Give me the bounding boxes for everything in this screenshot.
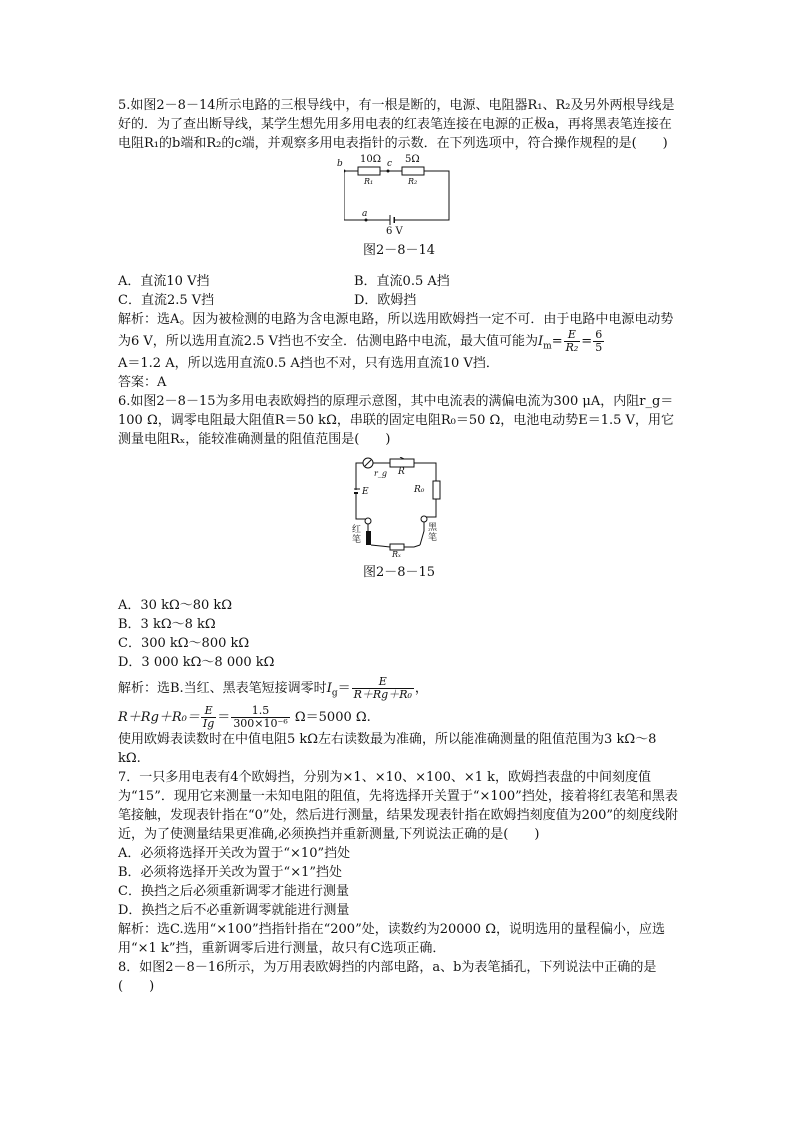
q5-answer: 答案：A [118,375,167,390]
label-r0: R₀ [414,485,425,495]
q6-result: Ω＝5000 Ω. [290,710,371,725]
q7-option-c: C．换挡之后必须重新调零才能进行测量 [118,884,349,899]
figure-caption-2-8-14: 图2－8－14 [362,243,436,258]
label-c: c [387,159,393,169]
q5-im: I [538,334,544,349]
q6-option-b: B．3 kΩ～8 kΩ [118,617,216,632]
q5-fraction-2 [593,329,604,354]
q6-fraction-1 [352,676,414,701]
q5-frac1-num: E [564,329,581,342]
q6-analysis-line-1 [118,676,680,701]
label-rg: r_g [374,469,387,478]
q7-option-d: D．换挡之后不必重新调零就能进行测量 [118,903,350,918]
q6-analysis-line-3: 使用欧姆表读数时在中值电阻5 kΩ左右读数最为准确，所以能准确测量的阻值范围为3 kΩ～8 kΩ. [118,732,657,766]
q6-eq-2: ＝ [217,710,231,725]
q6-frac3-num: 1.5 [231,705,289,718]
label-r2-value: 5Ω [405,154,420,165]
q5-analysis-text: 解析：选A。因为被检测的电路为含电源电路，所以选用欧姆挡一定不可．由于电路中电源电动势为6 V，所以选用直流2.5 V挡也不安全．估测电路中电流，最大值可能为 [118,312,674,349]
figure-caption-2-8-15: 图2－8－15 [362,565,436,580]
circuit-figure-2-8-15 [354,457,444,557]
q6-fraction-3 [231,705,289,730]
q6-sum-expr: R＋Rg＋R₀＝ [118,710,200,725]
label-black-probe: 黑 笔 [428,523,438,543]
label-battery: 6 V [386,226,403,237]
label-rx: Rₓ [392,550,401,559]
q6-analysis-intro: 解析：选B.当红、黑表笔短接调零时 [118,681,327,696]
q7-option-b: B．必须将选择开关改为置于“×1”挡处 [118,865,343,880]
q6-analysis-line-2 [118,705,680,730]
q5-option-a: A．直流10 V挡 [118,274,210,289]
q7-analysis: 解析：选C.选用“×100”挡指针指在“200”处，读数约为20000 Ω，说明选用的量程偏小，应选用“×1 k”挡，重新调零后进行测量，故只有C选项正确． [118,922,665,956]
q6-eq-1: ＝ [337,681,351,696]
q5-eq: = [551,334,563,349]
q6-frac1-num: E [352,676,414,689]
label-r: R [398,467,405,477]
q6-option-d: D．3 000 kΩ～8 000 kΩ [118,655,275,670]
q7-option-a: A．必须将选择开关改为置于“×10”挡处 [118,846,351,861]
q6-frac3-den: 300×10⁻⁶ [233,717,288,730]
circuit-figure-2-8-14 [337,154,454,239]
q5-analysis-2: A＝1.2 A，所以选用直流0.5 A挡也不对，只有选用直流10 V挡． [118,356,499,371]
q6-ig-symbol: I [326,681,332,696]
question-6-text: 6.如图2－8－15为多用电表欧姆挡的原理示意图，其中电流表的满偏电流为300 μA，内阻r_g＝100 Ω，调零电阻最大阻值R＝50 kΩ，串联的固定电阻R₀＝50 Ω，电池电动势E＝1.5 V，用它测量电阻Rₓ，能较准确测量的阻值范围是( ) [118,394,674,447]
label-r1: R₁ [364,177,374,186]
question-7-text: 7．一只多用电表有4个欧姆挡，分别为×1、×10、×100、×1 k，欧姆挡表盘的中间刻度值为“15”．现用它来测量一未知电阻的阻值，先将选择开关置于“×100”挡处，接着将红表笔和黑表笔接触，发现表针指在“0”处，然后进行测量，结果发现表针指在欧姆挡刻度值为200”的刻度线附近，为了使测量结果更准确,必须换挡并重新测量,下列说法正确的是( ) [118,770,679,842]
q5-im-sub: m [543,341,552,352]
q6-ig-sub: g [331,688,338,699]
q5-frac2-den: 5 [595,341,603,354]
q5-option-d: D．欧姆挡 [354,293,417,308]
label-r1-value: 10Ω [360,154,382,165]
q5-fraction-1 [564,329,581,354]
q5-frac2-num: 6 [595,328,603,341]
label-b: b [337,159,343,169]
q5-frac1-den: R₂ [565,341,579,354]
q6-comma: ， [414,681,428,696]
q5-option-b: B．直流0.5 A挡 [354,274,450,289]
question-8-text: 8．如图2－8－16所示，为万用表欧姆挡的内部电路，a、b为表笔插孔，下列说法中正确的是( ) [118,960,657,994]
q6-option-c: C．300 kΩ～800 kΩ [118,636,250,651]
q6-frac1-den: R＋Rg＋R₀ [353,688,412,701]
q6-option-a: A．30 kΩ～80 kΩ [118,598,233,613]
document-page [118,96,680,996]
q6-frac2-num: E [201,705,216,718]
label-e: E [362,487,369,497]
label-a: a [362,209,368,219]
label-red-probe: 红 笔 [352,525,362,545]
question-6-options [118,596,680,672]
label-r2: R₂ [408,177,418,186]
q5-option-c: C．直流2.5 V挡 [118,293,215,308]
q6-fraction-2 [201,705,216,730]
question-5-options [118,272,680,310]
question-5-text: 5.如图2－8－14所示电路的三根导线中，有一根是断的，电源、电阻器R₁、R₂及另外两根导线是好的．为了查出断导线，某学生想先用多用电表的红表笔连接在电源的正极a，再将黑表笔连接在电阻R₁的b端和R₂的c端，并观察多用电表指针的示数．在下列选项中，符合操作规程的是( ) [118,98,675,151]
q5-analysis: 解析：选A。因为被检测的电路为含电源电路，所以选用欧姆挡一定不可．由于电路中电源电动势为6 V，所以选用直流2.5 V挡也不安全．估测电路中电流，最大值可能为$I_m=$ $\frac{E}{\text{R₂}}$ = $\frac{6}{5}$ [118,312,674,354]
q6-frac2-den: Ig [202,717,215,730]
